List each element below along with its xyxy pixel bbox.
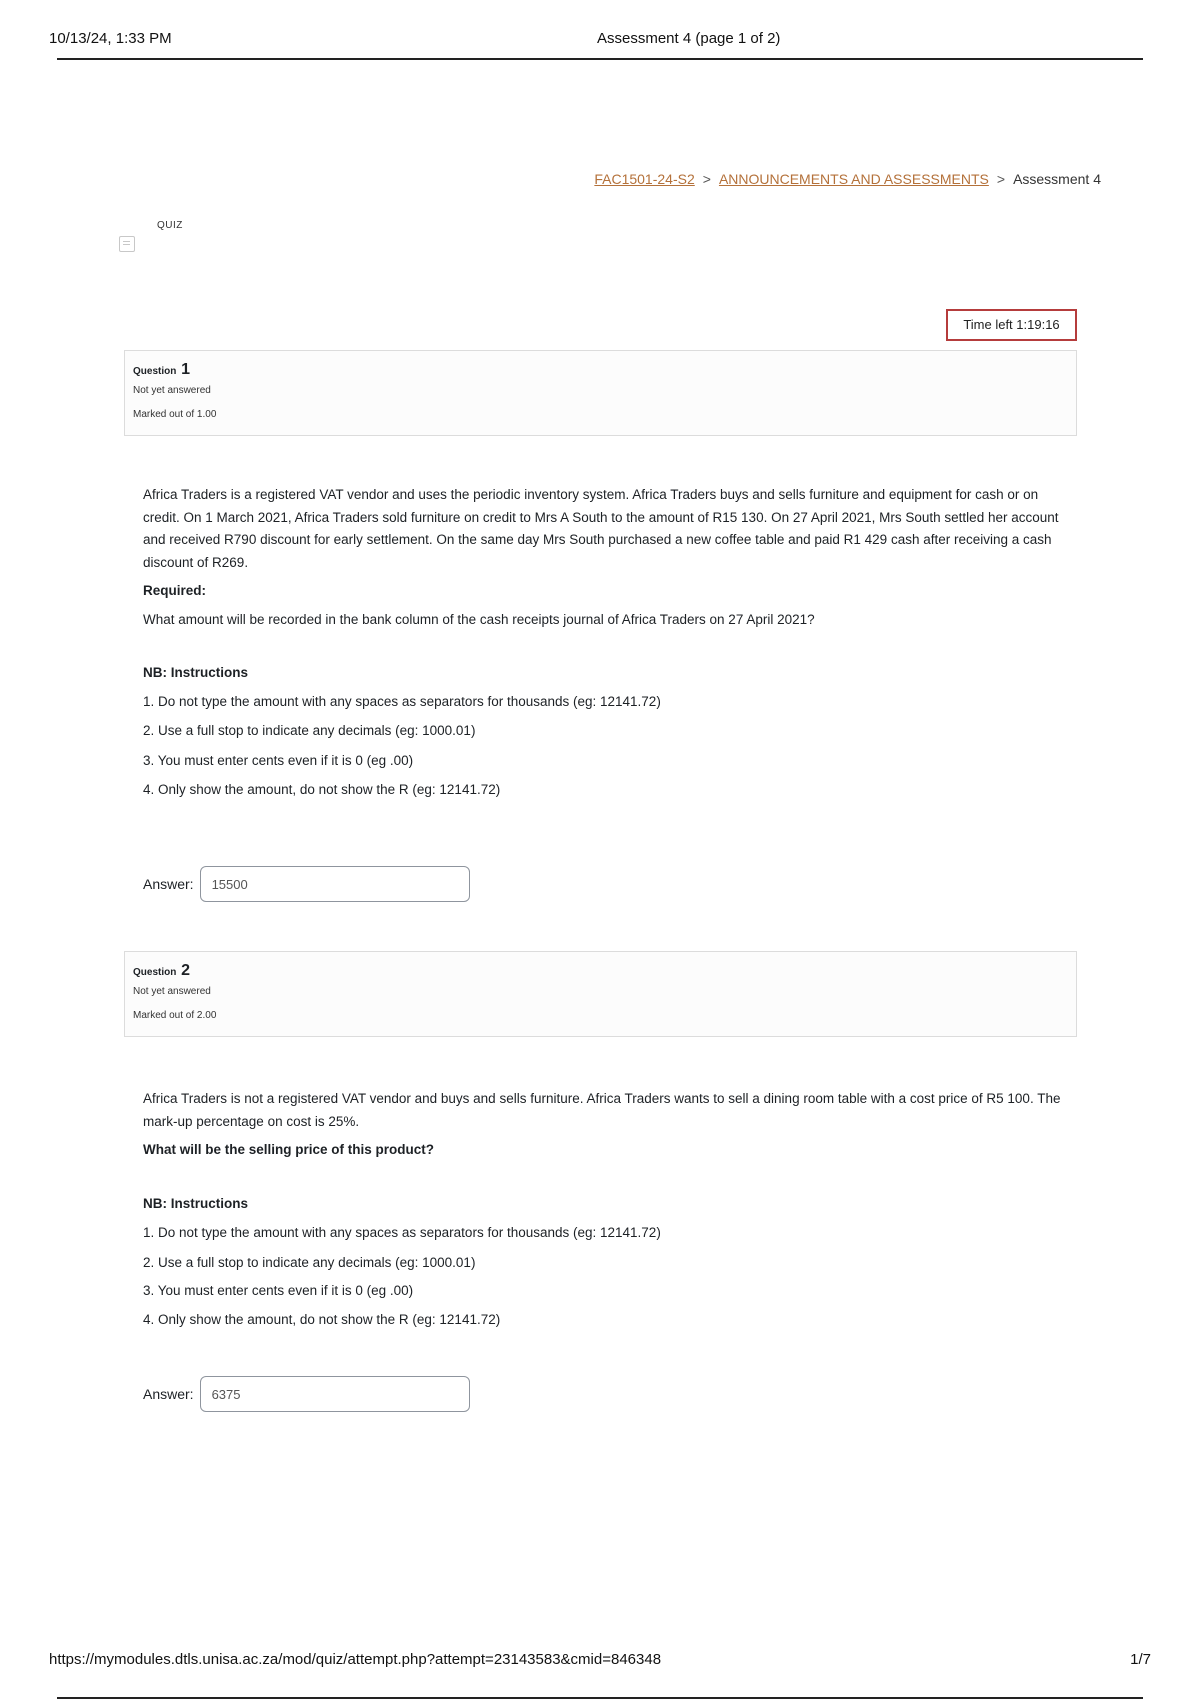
answer-label: Answer: bbox=[143, 876, 194, 892]
print-url: https://mymodules.dtls.unisa.ac.za/mod/quiz/attempt.php?attempt=23143583&cmid=846348 bbox=[49, 1651, 662, 1668]
question-grade: Marked out of 2.00 bbox=[133, 1010, 217, 1021]
answer-label: Answer: bbox=[143, 1386, 194, 1402]
breadcrumb bbox=[594, 171, 1101, 187]
instruction-item: 3. You must enter cents even if it is 0 (eg .00) bbox=[143, 752, 414, 768]
question-2-text bbox=[143, 1088, 1063, 1331]
activity-type-label: QUIZ bbox=[157, 220, 183, 231]
instruction-item: 3. You must enter cents even if it is 0 (eg .00) bbox=[143, 1283, 414, 1298]
question-state: Not yet answered bbox=[133, 986, 211, 997]
quiz-icon bbox=[119, 236, 135, 252]
question-number: Question 2 bbox=[133, 962, 191, 979]
breadcrumb-current: Assessment 4 bbox=[1013, 171, 1101, 187]
instruction-item: 4. Only show the amount, do not show the R (eg: 12141.72) bbox=[143, 782, 501, 797]
question-prompt: What will be the selling price of this product? bbox=[143, 1142, 435, 1157]
print-header bbox=[49, 26, 1143, 60]
answer-row-2 bbox=[143, 1376, 470, 1412]
quiz-timer: Time left 1:19:16 bbox=[946, 309, 1077, 341]
question-state: Not yet answered bbox=[133, 385, 211, 396]
print-footer bbox=[49, 1645, 1151, 1699]
breadcrumb-section-link[interactable]: ANNOUNCEMENTS AND ASSESSMENTS bbox=[718, 171, 989, 187]
question-1-info bbox=[124, 350, 1077, 436]
question-grade: Marked out of 1.00 bbox=[133, 409, 217, 420]
question-body: Africa Traders is a registered VAT vendor and uses the periodic inventory system. Africa Traders buys and sells furniture and equipment for cash or on credit. On 1 March 2021, Africa Traders sold furniture on credit to Mrs A South to the amount of R15 130. On 27 April 2021, Mrs South settled her account and received R790 discount for early settlement. On the same day Mrs South purchased a new coffee table and paid R1 429 cash after receiving a cash discount of R269. bbox=[143, 487, 1059, 570]
print-page-title: Assessment 4 (page 1 of 2) bbox=[597, 30, 781, 47]
answer-input-1[interactable] bbox=[200, 866, 470, 902]
print-datetime: 10/13/24, 1:33 PM bbox=[49, 30, 172, 47]
instruction-item: 1. Do not type the amount with any spaces as separators for thousands (eg: 12141.72) bbox=[143, 693, 661, 709]
instruction-item: 1. Do not type the amount with any spaces as separators for thousands (eg: 12141.72) bbox=[143, 1225, 661, 1240]
breadcrumb-course-link[interactable]: FAC1501-24-S2 bbox=[594, 171, 695, 187]
question-1-text bbox=[143, 484, 1063, 802]
breadcrumb-separator-icon: > bbox=[702, 171, 711, 187]
instruction-item: 2. Use a full stop to indicate any decimals (eg: 1000.01) bbox=[143, 1254, 476, 1270]
instructions-title: NB: Instructions bbox=[143, 665, 249, 680]
question-body: Africa Traders is not a registered VAT vendor and buys and sells furniture. Africa Traders wants to sell a dining room table with a cost price of R5 100. The mark-up percentage on cost is 25%. bbox=[143, 1091, 1061, 1129]
instruction-item: 4. Only show the amount, do not show the R (eg: 12141.72) bbox=[143, 1311, 501, 1327]
answer-input-2[interactable] bbox=[200, 1376, 470, 1412]
required-label: Required: bbox=[143, 583, 207, 598]
breadcrumb-separator-icon: > bbox=[996, 171, 1006, 187]
answer-row-1 bbox=[143, 866, 470, 902]
instructions-title: NB: Instructions bbox=[143, 1195, 249, 1211]
print-page-number: 1/7 bbox=[1130, 1651, 1151, 1668]
question-2-info bbox=[124, 951, 1077, 1037]
question-number: Question 1 bbox=[133, 361, 191, 378]
instruction-item: 2. Use a full stop to indicate any decimals (eg: 1000.01) bbox=[143, 723, 476, 738]
question-prompt: What amount will be recorded in the bank column of the cash receipts journal of Africa Traders on 27 April 2021? bbox=[143, 611, 815, 627]
